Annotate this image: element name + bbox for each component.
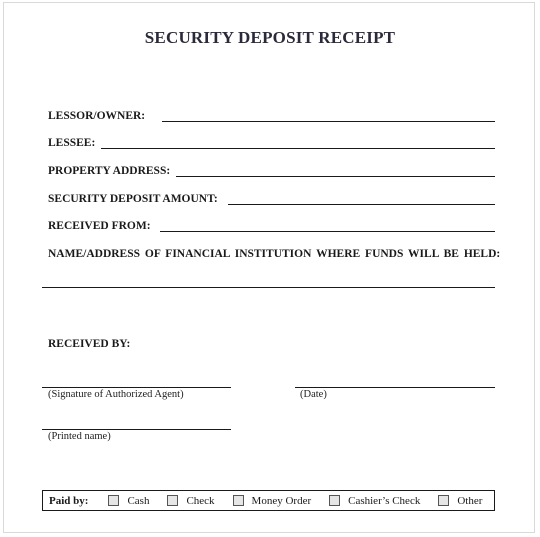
option-check[interactable] <box>167 495 214 507</box>
option-cashiers-check[interactable] <box>329 495 420 507</box>
received-from-line[interactable] <box>160 231 495 232</box>
received-from-label: RECEIVED FROM: <box>48 220 151 232</box>
printed-name-caption: (Printed name) <box>48 431 111 442</box>
document-title: SECURITY DEPOSIT RECEIPT <box>144 28 396 47</box>
check-checkbox[interactable] <box>167 495 178 506</box>
cash-checkbox[interactable] <box>108 495 119 506</box>
lessor-line[interactable] <box>162 121 495 122</box>
lessee-label: LESSEE: <box>48 137 96 149</box>
cash-label: Cash <box>127 494 150 507</box>
other-label: Other <box>457 494 483 507</box>
cashiers-check-label: Cashier’s Check <box>348 494 421 507</box>
signature-caption: (Signature of Authorized Agent) <box>48 389 184 400</box>
date-caption: (Date) <box>300 389 327 400</box>
paid-by-label: Paid by: <box>49 494 89 507</box>
date-line[interactable] <box>295 387 495 388</box>
cashiers-check-checkbox[interactable] <box>329 495 340 506</box>
received-by-label: RECEIVED BY: <box>48 338 131 350</box>
institution-line[interactable] <box>42 287 495 288</box>
institution-label: NAME/ADDRESS OF FINANCIAL INSTITUTION WHERE FUNDS WILL BE HELD: <box>48 248 501 260</box>
option-money-order[interactable] <box>233 495 312 507</box>
signature-line[interactable] <box>42 387 231 388</box>
lessor-label: LESSOR/OWNER: <box>48 110 146 122</box>
property-address-line[interactable] <box>176 176 495 177</box>
lessee-line[interactable] <box>101 148 495 149</box>
deposit-amount-label: SECURITY DEPOSIT AMOUNT: <box>48 193 218 205</box>
page-border <box>3 2 535 533</box>
property-address-label: PROPERTY ADDRESS: <box>48 165 171 177</box>
other-checkbox[interactable] <box>438 495 449 506</box>
printed-name-line[interactable] <box>42 429 231 430</box>
deposit-amount-line[interactable] <box>228 204 495 205</box>
money-order-checkbox[interactable] <box>233 495 244 506</box>
payment-method-box <box>42 490 495 511</box>
option-other[interactable] <box>438 495 482 507</box>
check-label: Check <box>186 494 215 507</box>
option-cash[interactable] <box>108 495 149 507</box>
money-order-label: Money Order <box>251 494 312 507</box>
